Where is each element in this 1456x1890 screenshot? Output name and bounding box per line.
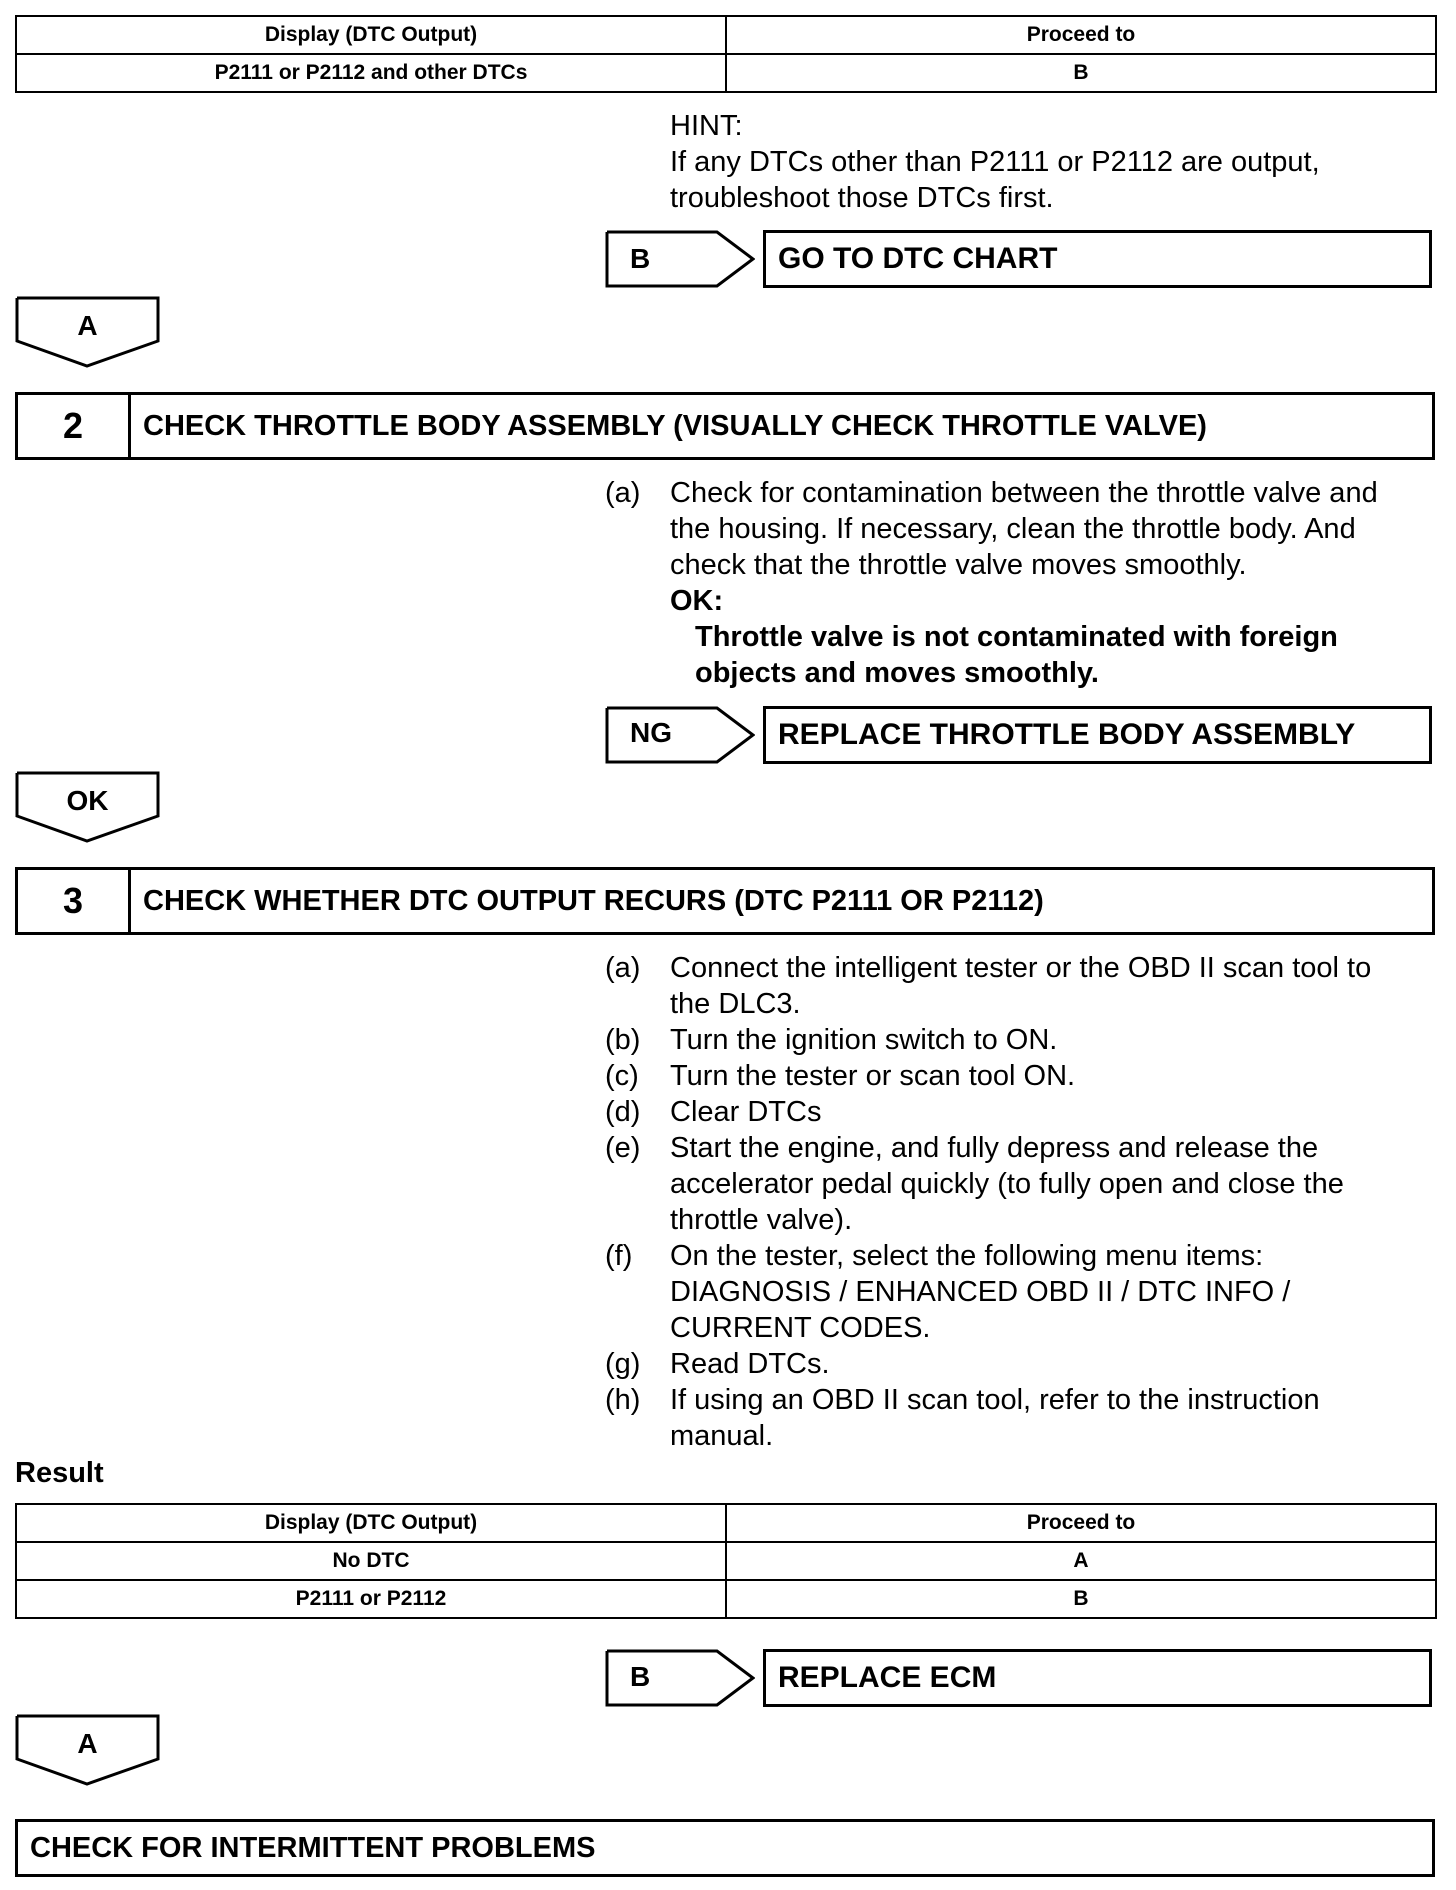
- step-text: [670, 1130, 1445, 1238]
- go-to-dtc-chart-box: GO TO DTC CHART: [763, 230, 1432, 288]
- hint-line: troubleshoot those DTCs first.: [670, 182, 1054, 214]
- branch-label: B: [630, 243, 651, 274]
- step-letter: (h): [605, 1384, 641, 1416]
- step-letter: (b): [605, 1024, 641, 1056]
- step-text-line: Check for contamination between the throttle valve and: [670, 477, 1378, 509]
- step-title: CHECK THROTTLE BODY ASSEMBLY (VISUALLY CHECK THROTTLE VALVE): [143, 409, 1207, 442]
- step-number: 3: [18, 870, 131, 932]
- table-cell: P2111 or P2112 and other DTCs: [16, 54, 726, 92]
- step-text: [670, 1058, 1445, 1094]
- branch-arrow-icon: [605, 706, 755, 764]
- table-cell: P2111 or P2112: [16, 1580, 726, 1618]
- step-letter: (a): [605, 952, 641, 984]
- table-row: [16, 1542, 1436, 1580]
- dtc-result-table-2: [15, 1503, 1437, 1619]
- step-text-line: DIAGNOSIS / ENHANCED OBD II / DTC INFO /: [670, 1276, 1291, 1308]
- ok-label: OK:: [670, 585, 724, 617]
- ok-criteria-line: Throttle valve is not contaminated with foreign: [695, 621, 1338, 653]
- table-header-row: [16, 16, 1436, 54]
- list-item: [605, 1130, 1445, 1238]
- step-title: CHECK WHETHER DTC OUTPUT RECURS (DTC P2111 OR P2112): [143, 884, 1044, 917]
- table-row: [16, 54, 1436, 92]
- step-text-line: throttle valve).: [670, 1204, 853, 1236]
- step-text: [670, 1094, 1445, 1130]
- step-text: [670, 1022, 1445, 1058]
- down-chevron-label: A: [77, 1728, 98, 1759]
- down-chevron-label: OK: [66, 785, 109, 816]
- hint-block: [670, 108, 1320, 216]
- step-text-line: Start the engine, and fully depress and release the: [670, 1132, 1319, 1164]
- step-text-line: CURRENT CODES.: [670, 1312, 931, 1344]
- check-intermittent-problems-box: CHECK FOR INTERMITTENT PROBLEMS: [15, 1819, 1435, 1877]
- list-item: [605, 1058, 1445, 1094]
- down-chevron-label: A: [77, 310, 98, 341]
- step-number: 2: [18, 395, 131, 457]
- hint-label: HINT:: [670, 110, 743, 142]
- replace-ecm-box: REPLACE ECM: [763, 1649, 1432, 1707]
- step-text-line: If using an OBD II scan tool, refer to the instruction: [670, 1384, 1320, 1416]
- step-3-header: [15, 867, 1435, 935]
- dtc-result-table-1: [15, 15, 1437, 93]
- branch-arrow-icon: [605, 1649, 755, 1707]
- table-header-cell: Display (DTC Output): [16, 16, 726, 54]
- step-text: [670, 1238, 1445, 1346]
- step-2-instructions: [605, 475, 1445, 691]
- step-text: [670, 1346, 1445, 1382]
- step-text-line: the DLC3.: [670, 988, 801, 1020]
- step-text-line: Read DTCs.: [670, 1348, 830, 1380]
- list-item: [605, 1094, 1445, 1130]
- step-text: [670, 950, 1445, 1022]
- table-cell: B: [726, 1580, 1436, 1618]
- list-item: [605, 1346, 1445, 1382]
- list-item: [605, 950, 1445, 1022]
- step-text-line: manual.: [670, 1420, 774, 1452]
- replace-throttle-body-box: REPLACE THROTTLE BODY ASSEMBLY: [763, 706, 1432, 764]
- result-heading: Result: [15, 1457, 104, 1489]
- step-text-line: check that the throttle valve moves smoothly.: [670, 549, 1247, 581]
- table-cell: B: [726, 54, 1436, 92]
- step-text-line: Turn the ignition switch to ON.: [670, 1024, 1058, 1056]
- step-letter: (d): [605, 1096, 641, 1128]
- list-item: [605, 1382, 1445, 1454]
- hint-line: If any DTCs other than P2111 or P2112 are output,: [670, 146, 1320, 178]
- table-row: [16, 1580, 1436, 1618]
- step-text: [670, 1382, 1445, 1454]
- table-header-cell: Display (DTC Output): [16, 1504, 726, 1542]
- branch-label: NG: [630, 717, 672, 748]
- step-letter: (f): [605, 1240, 633, 1272]
- ok-criteria-line: objects and moves smoothly.: [695, 657, 1099, 689]
- step-text: [670, 475, 1445, 691]
- step-text-line: Turn the tester or scan tool ON.: [670, 1060, 1076, 1092]
- step-text-line: the housing. If necessary, clean the throttle body. And: [670, 513, 1356, 545]
- list-item: [605, 1238, 1445, 1346]
- table-header-cell: Proceed to: [726, 1504, 1436, 1542]
- step-letter: (c): [605, 1060, 639, 1092]
- table-header-cell: Proceed to: [726, 16, 1436, 54]
- list-item: [605, 475, 1445, 691]
- step-text-line: Clear DTCs: [670, 1096, 822, 1128]
- list-item: [605, 1022, 1445, 1058]
- step-letter: (e): [605, 1132, 641, 1164]
- step-text-line: On the tester, select the following menu items:: [670, 1240, 1264, 1272]
- table-cell: A: [726, 1542, 1436, 1580]
- step-2-header: [15, 392, 1435, 460]
- step-3-instructions: [605, 950, 1445, 1454]
- step-text-line: accelerator pedal quickly (to fully open and close the: [670, 1168, 1344, 1200]
- table-cell: No DTC: [16, 1542, 726, 1580]
- branch-label: B: [630, 1661, 651, 1692]
- step-text-line: Connect the intelligent tester or the OBD II scan tool to: [670, 952, 1372, 984]
- branch-arrow-icon: [605, 230, 755, 288]
- step-letter: (a): [605, 477, 641, 509]
- table-header-row: [16, 1504, 1436, 1542]
- step-letter: (g): [605, 1348, 641, 1380]
